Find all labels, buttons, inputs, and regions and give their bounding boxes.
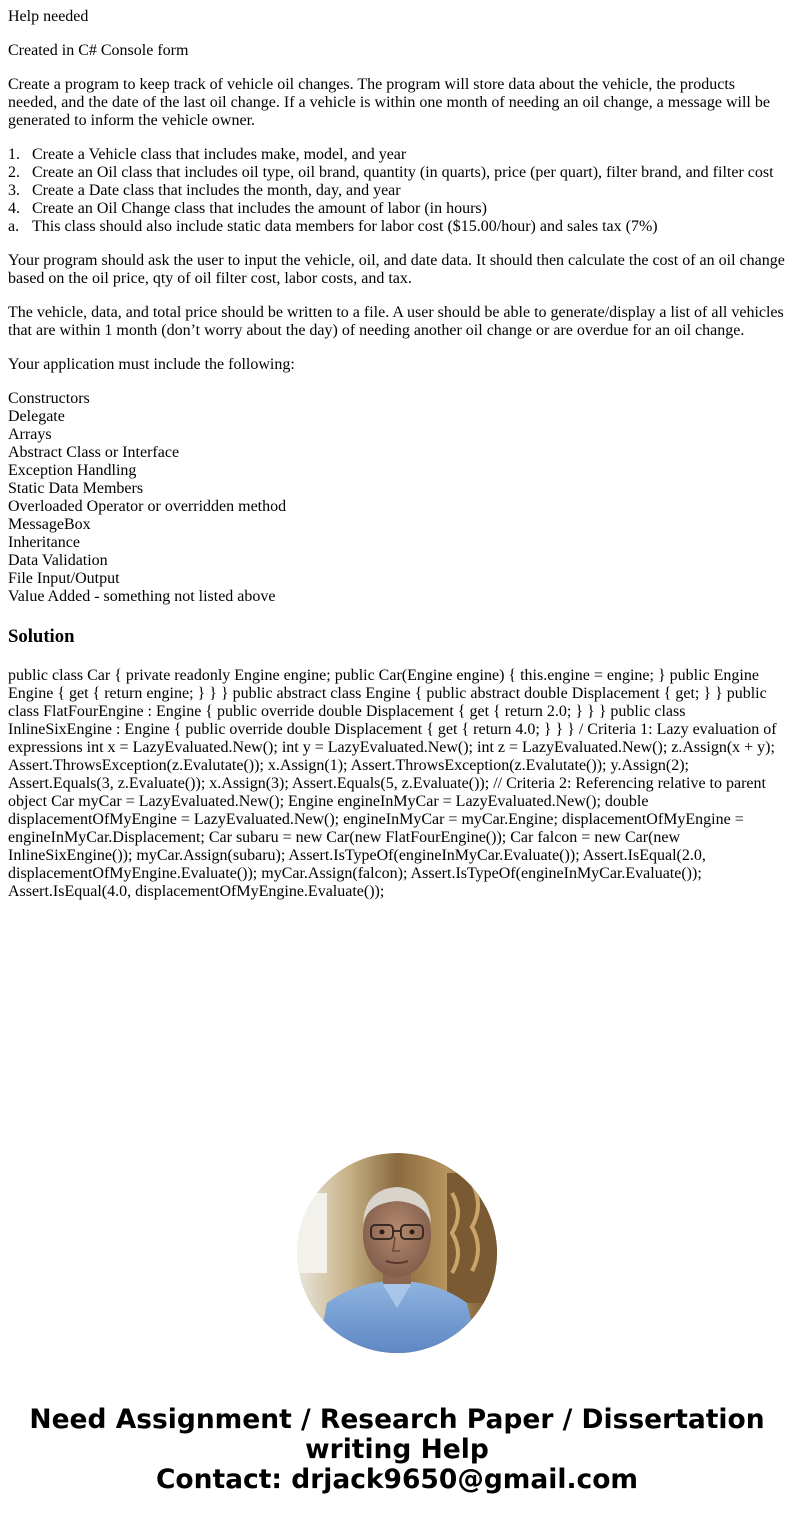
requirements-list: [8, 146, 786, 236]
list-item-text: Create an Oil class that includes oil type, oil brand, quantity (in quarts), price (per quart), filter brand, and filter cost: [32, 164, 774, 181]
list-item: Value Added - something not listed above: [8, 588, 276, 605]
list-marker: 2.: [8, 164, 20, 181]
page-title: Help needed: [8, 8, 89, 25]
list-item: [8, 146, 786, 164]
solution-heading: Solution: [8, 626, 75, 647]
list-item: Overloaded Operator or overridden method: [8, 498, 287, 515]
list-item: Delegate: [8, 408, 65, 425]
list-item: Static Data Members: [8, 480, 144, 497]
list-item: [8, 200, 786, 218]
solution-code: public class Car { private readonly Engine engine; public Car(Engine engine) { this.engine = engine; } public Engine Engine { get { return engine; } } } public abstract class Engine { public abstract double Displacement { get; } } public class FlatFourEngine : Engine { public override double Displacement { get { return 2.0; } } } public class InlineSixEngine : Engine { public override double Displacement { get { return 4.0; } } } / Criteria 1: Lazy evaluation of expressions int x = LazyEvaluated.New(); int y = LazyEvaluated.New(); int z = LazyEvaluated.New(); z.Assign(x + y); Assert.ThrowsException(z.Evalutate()); x.Assign(1); Assert.ThrowsException(z.Evalutate()); y.Assign(2); Assert.Equals(3, z.Evaluate()); x.Assign(3); Assert.Equals(5, z.Evaluate()); // Criteria 2: Referencing relative to parent object Car myCar = LazyEvaluated.New(); Engine engineInMyCar = LazyEvaluated.New(); double displacementOfMyEngine = LazyEvaluated.New(); engineInMyCar = myCar.Engine; displacementOfMyEngine = engineInMyCar.Displacement; Car subaru = new Car(new FlatFourEngine()); Car falcon = new Car(new InlineSixEngine()); myCar.Assign(subaru); Assert.IsTypeOf(engineInMyCar.Evaluate()); Assert.IsEqual(2.0, displacementOfMyEngine.Evaluate()); myCar.Assign(falcon); Assert.IsTypeOf(engineInMyCar.Evaluate()); Assert.IsEqual(4.0, displacementOfMyEngine.Evaluate());: [8, 667, 777, 900]
must-include-heading: Your application must include the following:: [8, 356, 295, 373]
features-list: [8, 390, 786, 606]
subtitle: Created in C# Console form: [8, 42, 189, 59]
list-marker: 3.: [8, 182, 20, 199]
list-item-text: Create an Oil Change class that includes the amount of labor (in hours): [32, 200, 487, 217]
list-item-text: This class should also include static data members for labor cost ($15.00/hour) and sales tax (7%): [32, 218, 658, 235]
list-item: File Input/Output: [8, 570, 120, 587]
list-item: Constructors: [8, 390, 90, 407]
list-item-text: Create a Date class that includes the month, day, and year: [32, 182, 401, 199]
list-item: Abstract Class or Interface: [8, 444, 180, 461]
banner-line: writing Help: [305, 1434, 489, 1465]
list-item: [8, 182, 786, 200]
list-marker: 4.: [8, 200, 20, 217]
list-item: Arrays: [8, 426, 52, 443]
list-item: Data Validation: [8, 552, 108, 569]
contact-line: Contact: drjack9650@gmail.com: [155, 1464, 639, 1495]
list-item: Inheritance: [8, 534, 80, 551]
list-item-text: Create a Vehicle class that includes make, model, and year: [32, 146, 407, 163]
list-item: Exception Handling: [8, 462, 137, 479]
person-photo: [297, 1153, 497, 1353]
intro-paragraph: Create a program to keep track of vehicle oil changes. The program will store data about the vehicle, the products needed, and the date of the last oil change. If a vehicle is within one month of needing an oil change, a message will be generated to inform the vehicle owner.: [8, 76, 770, 129]
input-paragraph: Your program should ask the user to input the vehicle, oil, and date data. It should then calculate the cost of an oil change based on the oil price, qty of oil filter cost, labor costs, and tax.: [8, 252, 785, 287]
banner-line: Need Assignment / Research Paper / Dissertation: [29, 1404, 765, 1435]
list-marker: a.: [8, 218, 20, 235]
list-item: [8, 164, 786, 182]
list-marker: 1.: [8, 146, 20, 163]
contact-banner: [0, 1405, 794, 1495]
list-item: MessageBox: [8, 516, 91, 533]
avatar: [297, 1153, 497, 1353]
list-item: [8, 218, 786, 236]
document-body: [8, 0, 786, 901]
output-paragraph: The vehicle, data, and total price should be written to a file. A user should be able to generate/display a list of all vehicles that are within 1 month (don’t worry about the day) of needing another oil change or are overdue for an oil change.: [8, 304, 784, 339]
